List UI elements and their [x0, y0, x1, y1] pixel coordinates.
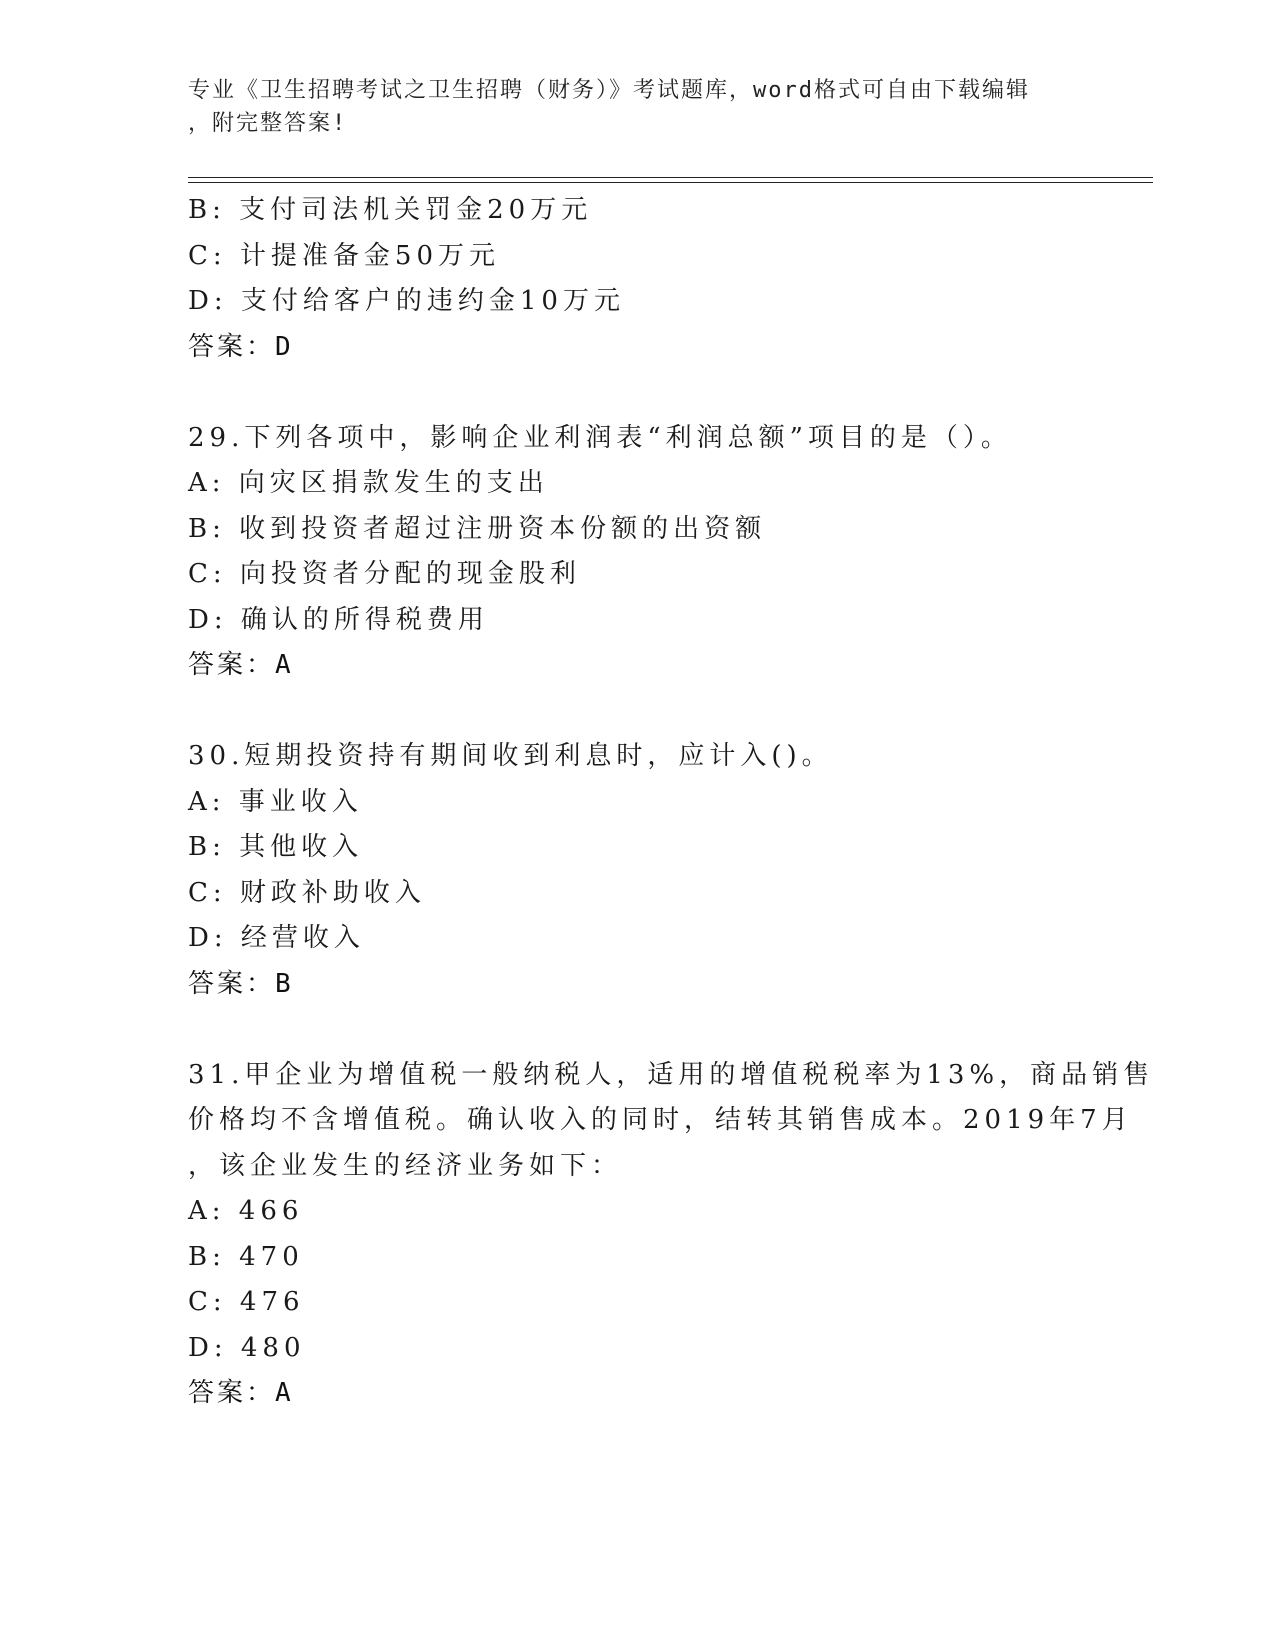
question-stem: 29.下列各项中，影响企业利润表“利润总额”项目的是（）。 [188, 422, 1012, 453]
question-stem-line-2: 价格均不含增值税。确认收入的同时，结转其销售成本。2019年7月 [188, 1105, 1133, 1135]
option-b: B: 支付司法机关罚金20万元 [188, 195, 593, 225]
option-c: C: 476 [188, 1287, 305, 1317]
spacer [188, 370, 1088, 416]
option-a: A: 事业收入 [188, 786, 363, 817]
option-d: D: 480 [188, 1332, 306, 1363]
question-list [188, 188, 1155, 1417]
option-c: C: 计提准备金50万元 [188, 240, 501, 271]
option-b: B: 收到投资者超过注册资本份额的出资额 [188, 513, 767, 544]
option-c: C: 财政补助收入 [188, 877, 426, 908]
question-30 [188, 734, 1088, 1007]
question-31 [188, 1053, 1155, 1417]
answer: 答案：B [188, 968, 294, 999]
header-title-line-1: 专业《卫生招聘考试之卫生招聘（财务）》考试题库，word格式可自由下载编辑 [188, 78, 1030, 103]
header-divider-top [188, 177, 1153, 178]
answer: 答案：A [188, 1378, 294, 1408]
option-a: A: 466 [188, 1196, 304, 1226]
option-d: D: 经营收入 [188, 923, 365, 953]
option-d: D: 支付给客户的违约金10万元 [188, 286, 625, 316]
question-29 [188, 416, 1088, 689]
spacer [188, 689, 1088, 735]
option-b: B: 470 [188, 1241, 304, 1272]
question-stem-line-3: ，该企业发生的经济业务如下： [188, 1150, 623, 1181]
question-stem: 30.短期投资持有期间收到利息时，应计入()。 [188, 741, 833, 771]
option-d: D: 确认的所得税费用 [188, 604, 489, 635]
option-c: C: 向投资者分配的现金股利 [188, 559, 581, 589]
document-header [188, 74, 1088, 140]
question-28 [188, 188, 1088, 370]
option-a: A: 向灾区捐款发生的支出 [188, 468, 549, 498]
header-title-line-2: ，附完整答案! [188, 111, 348, 136]
header-divider-bottom [188, 182, 1153, 183]
spacer [188, 1007, 1088, 1053]
option-b: B: 其他收入 [188, 832, 364, 862]
answer: 答案：D [188, 331, 294, 362]
answer: 答案：A [188, 650, 294, 680]
question-stem-line-1: 31.甲企业为增值税一般纳税人，适用的增值税税率为13%，商品销售 [188, 1059, 1155, 1090]
